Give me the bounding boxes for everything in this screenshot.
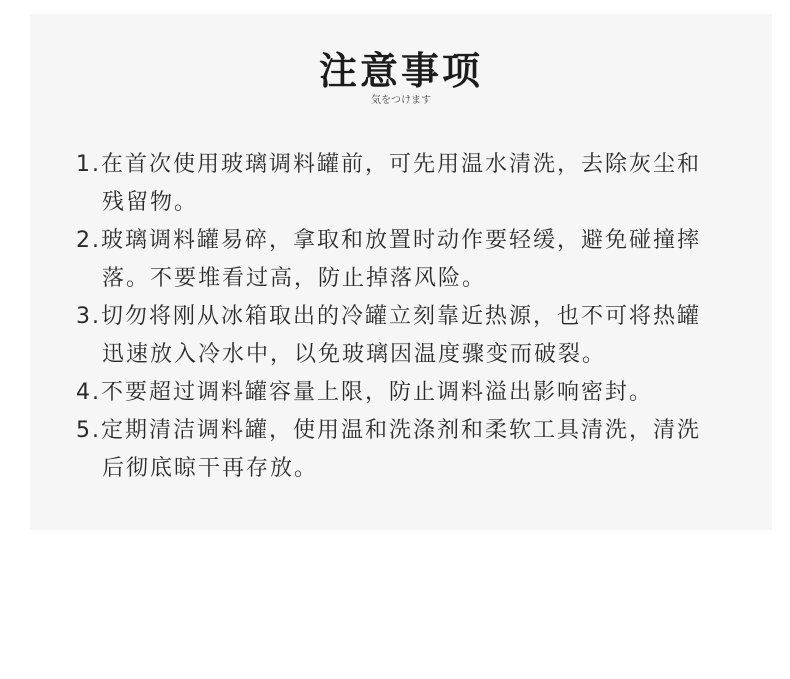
note-item-5: 5.定期清洁调料罐，使用温和洗涤剂和柔软工具清洗，清洗后彻底晾干再存放。 [76, 418, 701, 481]
note-item-2: 2.玻璃调料罐易碎，拿取和放置时动作要轻缓，避免碰撞摔落。不要堆看过高，防止掉落风险。 [76, 228, 701, 291]
note-item-3: 3.切勿将刚从冰箱取出的冷罐立刻靠近热源，也不可将热罐迅速放入冷水中，以免玻璃因温度骤变而破裂。 [76, 304, 701, 367]
notice-card [30, 14, 772, 530]
notes-list [76, 146, 716, 488]
note-item-4: 4.不要超过调料罐容量上限，防止调料溢出影响密封。 [76, 380, 653, 405]
note-item-1: 1.在首次使用玻璃调料罐前，可先用温水清洗，去除灰尘和残留物。 [76, 152, 701, 215]
page-subtitle: 気をつけます [371, 95, 431, 106]
page-title: 注意事项 [318, 49, 483, 93]
